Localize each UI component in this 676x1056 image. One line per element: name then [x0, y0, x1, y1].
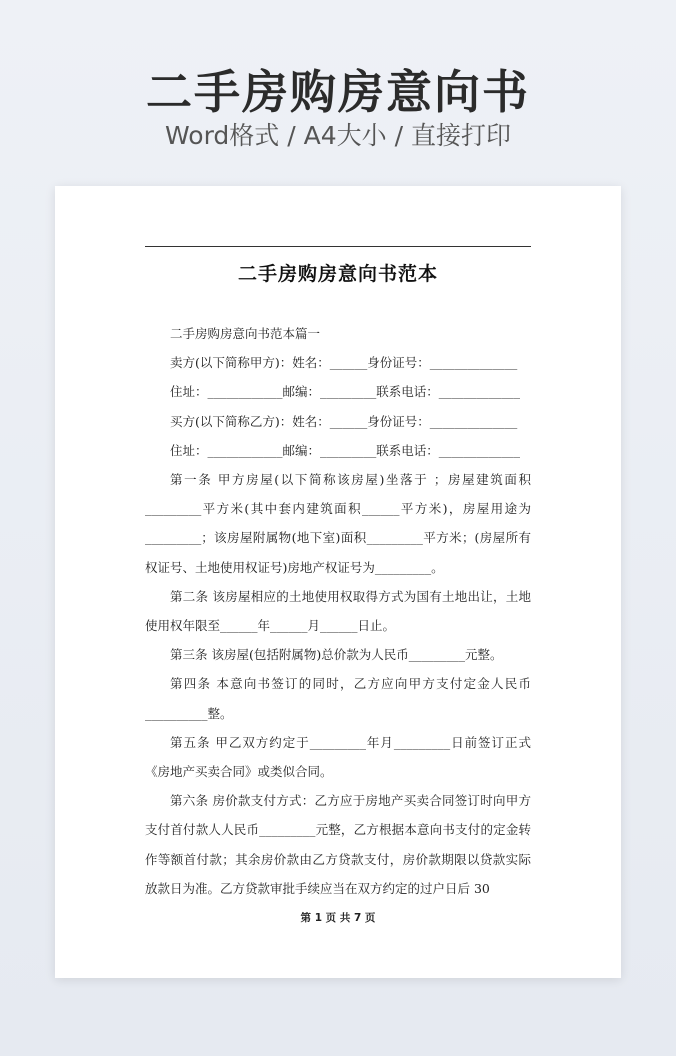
banner-subtitle: Word格式 / A4大小 / 直接打印 — [165, 121, 511, 150]
document-body — [145, 319, 531, 903]
paragraph-article-6: 第六条 房价款支付方式：乙方应于房地产买卖合同签订时向甲方支付首付款人人民币_________元整，乙方根据本意向书支付的定金转作等额首付款；其余房价款由乙方贷款支付，房价款期限以贷款实际放款日为准。乙方贷款审批手续应当在双方约定的过户日后 30 — [145, 793, 531, 896]
paragraph-article-5: 第五条 甲乙双方约定于_________年月_________日前签订正式《房地产买卖合同》或类似合同。 — [145, 734, 531, 780]
paragraph-article-1: 第一条 甲方房屋(以下简称该房屋)坐落于 ；房屋建筑面积_________平方米(其中套内建筑面积______平方米)，房屋用途为_________；该房屋附属物(地下室)面积_________平方米；(房屋所有权证号、土地使用权证号)房地产权证号为_________。 — [145, 472, 531, 575]
paragraph-seller-id: 卖方(以下简称甲方)：姓名：______身份证号：______________ — [170, 355, 518, 371]
paragraph-buyer-address: 住址：____________邮编：_________联系电话：_____________ — [170, 442, 521, 458]
paragraph-heading: 二手房购房意向书范本篇一 — [170, 326, 321, 341]
paragraph-article-3: 第三条 该房屋(包括附属物)总价款为人民币_________元整。 — [170, 647, 503, 663]
paragraph-article-4: 第四条 本意向书签订的同时，乙方应向甲方支付定金人民币__________整。 — [145, 676, 531, 721]
page-footer: 第 1 页 共 7 页 — [300, 912, 376, 924]
document-page — [55, 186, 621, 978]
paragraph-buyer-id: 买方(以下简称乙方)：姓名：______身份证号：______________ — [170, 413, 518, 429]
document-title: 二手房购房意向书范本 — [237, 263, 438, 285]
banner-title: 二手房购房意向书 — [146, 65, 530, 119]
header-rule — [145, 246, 531, 247]
paragraph-article-2: 第二条 该房屋相应的土地使用权取得方式为国有土地出让，土地使用权年限至______年______月______日止。 — [145, 588, 531, 634]
paragraph-seller-address: 住址：____________邮编：_________联系电话：_____________ — [170, 384, 521, 400]
